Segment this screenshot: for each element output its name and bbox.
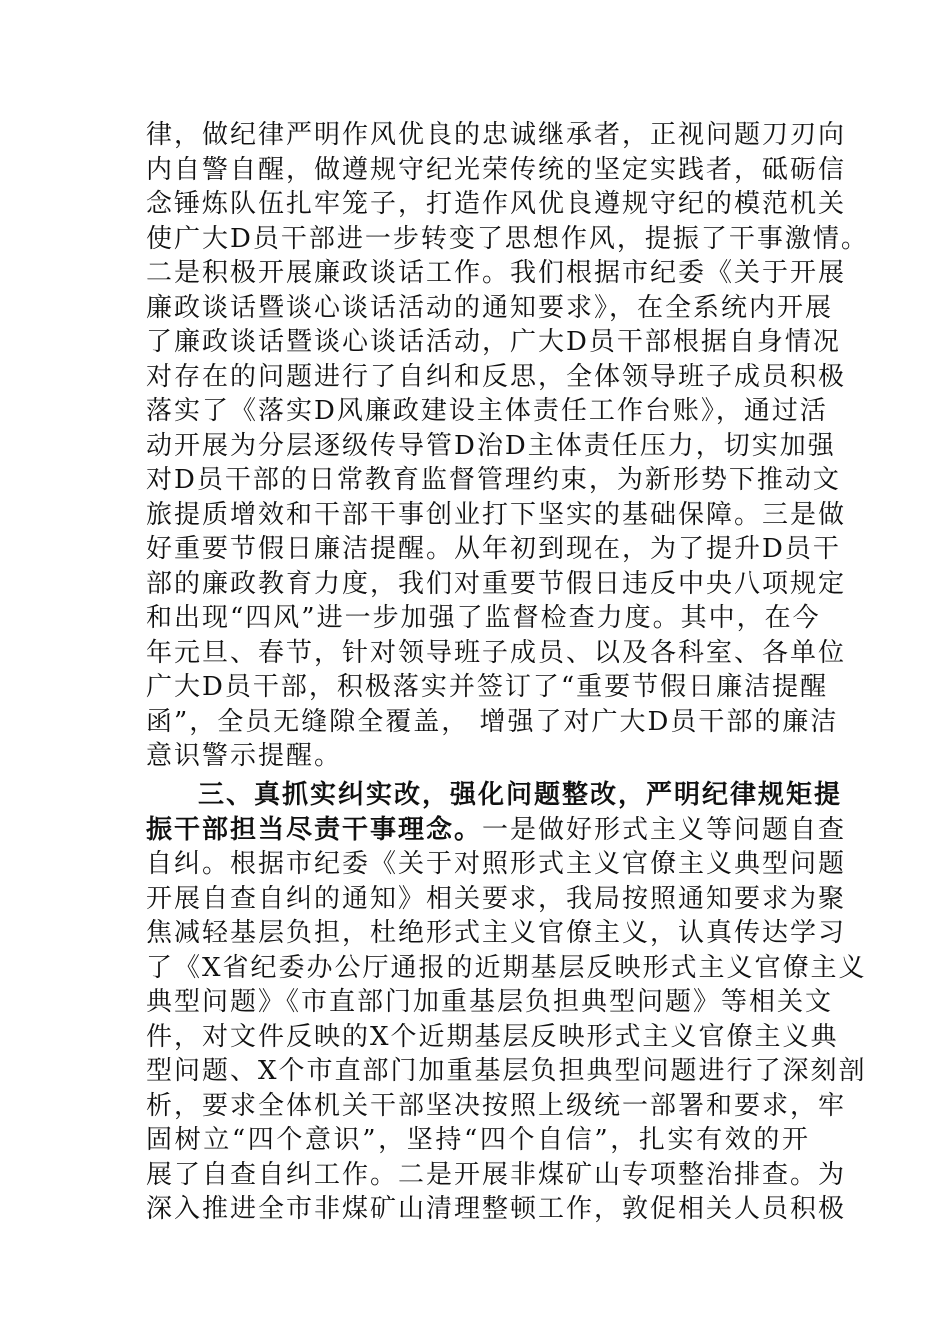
text-line: 对D员干部的日常教育监督管理约束，为新形势下推动文 [146, 465, 841, 495]
text-line: 念锤炼队伍扎牢笼子，打造作风优良遵规守纪的模范机关 [146, 189, 847, 219]
section-heading-line: 三、真抓实纠实改，强化问题整改，严明纪律规矩提 [198, 780, 843, 810]
text-line: 广大D员干部，积极落实并签订了“重要节假日廉洁提醒 [146, 672, 829, 702]
text-line: 了廉政谈话暨谈心谈话活动，广大D员干部根据自身情况 [146, 327, 841, 357]
paragraph-1 [146, 118, 869, 774]
text-line: 和出现“四风”进一步加强了监督检查力度。其中，在今 [146, 603, 821, 633]
text-line: 典型问题》《市直部门加重基层负担典型问题》等相关文 [146, 987, 834, 1017]
text-line: 动开展为分层逐级传导管D治D主体责任压力，切实加强 [146, 430, 836, 461]
text-line: 深入推进全市非煤矿山清理整顿工作，敦促相关人员积极 [146, 1194, 847, 1224]
text-line: 对存在的问题进行了自纠和反思，全体领导班子成员积极 [146, 361, 847, 392]
section-heading-line-mixed [146, 813, 847, 848]
text-line: 了《X省纪委办公厅通报的近期基层反映形式主义官僚主义 [146, 952, 867, 983]
text-line: 使广大D员干部进一步转变了思想作风，提振了干事激情。 [146, 223, 869, 254]
text-run: 一是做好形式主义等问题自查 [482, 814, 847, 845]
text-line: 展了自查自纠工作。二是开展非煤矿山专项整治排查。为 [146, 1159, 847, 1190]
text-line: 焦减轻基层负担，杜绝形式主义官僚主义，认真传达学习 [146, 918, 847, 948]
text-line: 内自警自醒，做遵规守纪光荣传统的坚定实践者，砥砺信 [146, 154, 847, 185]
text-line: 函”，全员无缝隙全覆盖， 增强了对广大D员干部的廉洁 [146, 706, 839, 737]
text-line: 二是积极开展廉政谈话工作。我们根据市纪委《关于开展 [146, 258, 847, 288]
text-line: 好重要节假日廉洁提醒。从年初到现在，为了提升D员干 [146, 534, 841, 564]
text-line: 旅提质增效和干部干事创业打下坚实的基础保障。三是做 [146, 499, 847, 530]
text-line: 固树立“四个意识”，坚持“四个自信”，扎实有效的开 [146, 1125, 810, 1155]
text-line: 廉政谈话暨谈心谈话活动的通知要求》，在全系统内开展 [146, 292, 834, 323]
paragraph-2 [146, 778, 867, 1227]
text-line: 律，做纪律严明作风优良的忠诚继承者，正视问题刀刃向 [146, 120, 847, 150]
section-heading-tail: 振干部担当尽责干事理念。 [146, 814, 483, 845]
text-line: 开展自查自纠的通知》相关要求，我局按照通知要求为聚 [146, 883, 847, 914]
text-line: 自纠。根据市纪委《关于对照形式主义官僚主义典型问题 [146, 849, 847, 879]
text-line: 部的廉政教育力度，我们对重要节假日违反中央八项规定 [146, 568, 847, 599]
text-line: 件，对文件反映的X个近期基层反映形式主义官僚主义典 [146, 1021, 839, 1052]
text-line: 型问题、X个市直部门加重基层负担典型问题进行了深刻剖 [146, 1056, 867, 1086]
text-line: 年元旦、春节，针对领导班子成员、以及各科室、各单位 [146, 637, 847, 668]
text-line: 意识警示提醒。 [146, 741, 343, 771]
text-line: 落实了《落实D风廉政建设主体责任工作台账》，通过活 [146, 396, 828, 426]
text-line: 析，要求全体机关干部坚决按照上级统一部署和要求，牢 [146, 1090, 847, 1121]
